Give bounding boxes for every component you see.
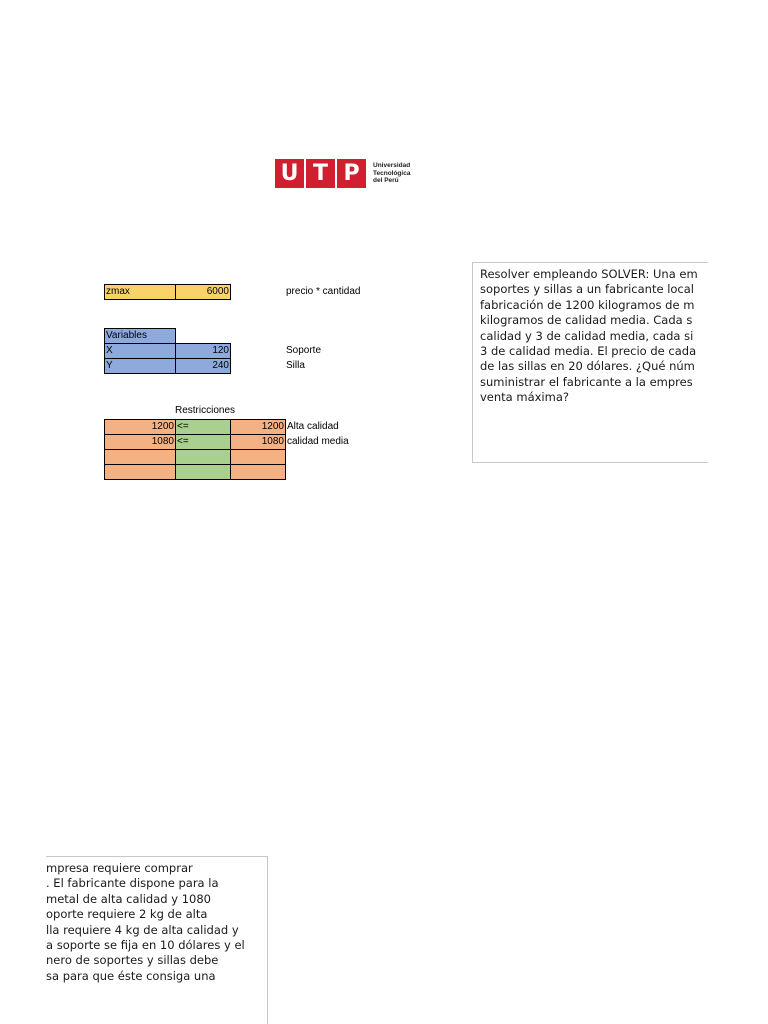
- logo-wordmark: Universidad Tecnológica del Perú: [373, 162, 411, 185]
- problem-text-line: . El fabricante dispone para la: [46, 876, 219, 891]
- restriction-4-operator-cell[interactable]: [175, 464, 231, 480]
- restriction-3-operator-cell[interactable]: [175, 449, 231, 465]
- problem-textbox-bottom[interactable]: [46, 856, 268, 1024]
- objective-note: precio * cantidad: [286, 286, 361, 297]
- problem-text-line: kilogramos de calidad media. Cada s: [480, 313, 693, 328]
- logo-letter-u: U: [275, 159, 304, 188]
- utp-logo: [275, 159, 410, 188]
- problem-text-line: sa para que éste consiga una: [46, 968, 216, 983]
- problem-text-line: fabricación de 1200 kilogramos de m: [480, 297, 695, 312]
- problem-textbox-right[interactable]: [472, 262, 708, 463]
- restriction-2-lhs-cell[interactable]: 1080: [104, 434, 176, 450]
- variable-x-name-cell[interactable]: X: [104, 343, 176, 359]
- problem-text-line: Resolver empleando SOLVER: Una em: [480, 267, 698, 281]
- variable-x-note: Soporte: [286, 345, 322, 356]
- variable-x-value-cell[interactable]: 120: [175, 343, 231, 359]
- problem-text-line: metal de alta calidad y 1080: [46, 891, 211, 906]
- restriction-3-lhs-cell[interactable]: [104, 449, 176, 465]
- problem-text-line: lla requiere 4 kg de alta calidad y: [46, 922, 239, 937]
- problem-text-line: a soporte se fija en 10 dólares y el: [46, 938, 245, 953]
- restriction-2-note: calidad media: [287, 436, 349, 447]
- restriction-2-rhs-cell[interactable]: 1080: [230, 434, 286, 450]
- restriction-3-rhs-cell[interactable]: [230, 449, 286, 465]
- restriction-1-operator-cell[interactable]: <=: [175, 419, 231, 435]
- variable-y-value-cell[interactable]: 240: [175, 358, 231, 374]
- restriction-1-rhs-cell[interactable]: 1200: [230, 419, 286, 435]
- variables-header-cell[interactable]: Variables: [104, 328, 176, 344]
- restriction-4-lhs-cell[interactable]: [104, 464, 176, 480]
- problem-text-line: de las sillas en 20 dólares. ¿Qué núm: [480, 359, 695, 374]
- problem-text-line: soportes y sillas a un fabricante local: [480, 282, 695, 297]
- problem-text-line: suministrar el fabricante a la empres: [480, 374, 693, 389]
- restrictions-header: Restricciones: [175, 405, 236, 416]
- problem-text-line: 3 de calidad media. El precio de cada: [480, 344, 697, 359]
- logo-letter-t: T: [306, 159, 335, 188]
- problem-text-line: oporte requiere 2 kg de alta: [46, 907, 208, 922]
- zmax-value-cell[interactable]: 6000: [175, 284, 231, 300]
- restriction-4-rhs-cell[interactable]: [230, 464, 286, 480]
- problem-text-line: calidad y 3 de calidad media, cada si: [480, 328, 694, 343]
- restriction-1-note: Alta calidad: [287, 421, 339, 432]
- problem-text-line: nero de soportes y sillas debe: [46, 953, 219, 968]
- logo-letter-p: P: [337, 159, 366, 188]
- restriction-2-operator-cell[interactable]: <=: [175, 434, 231, 450]
- problem-text-line: venta máxima?: [480, 390, 569, 405]
- variable-y-note: Silla: [286, 360, 305, 371]
- restriction-1-lhs-cell[interactable]: 1200: [104, 419, 176, 435]
- zmax-label-cell[interactable]: zmax: [104, 284, 176, 300]
- variable-y-name-cell[interactable]: Y: [104, 358, 176, 374]
- problem-text-line: mpresa requiere comprar: [46, 861, 193, 875]
